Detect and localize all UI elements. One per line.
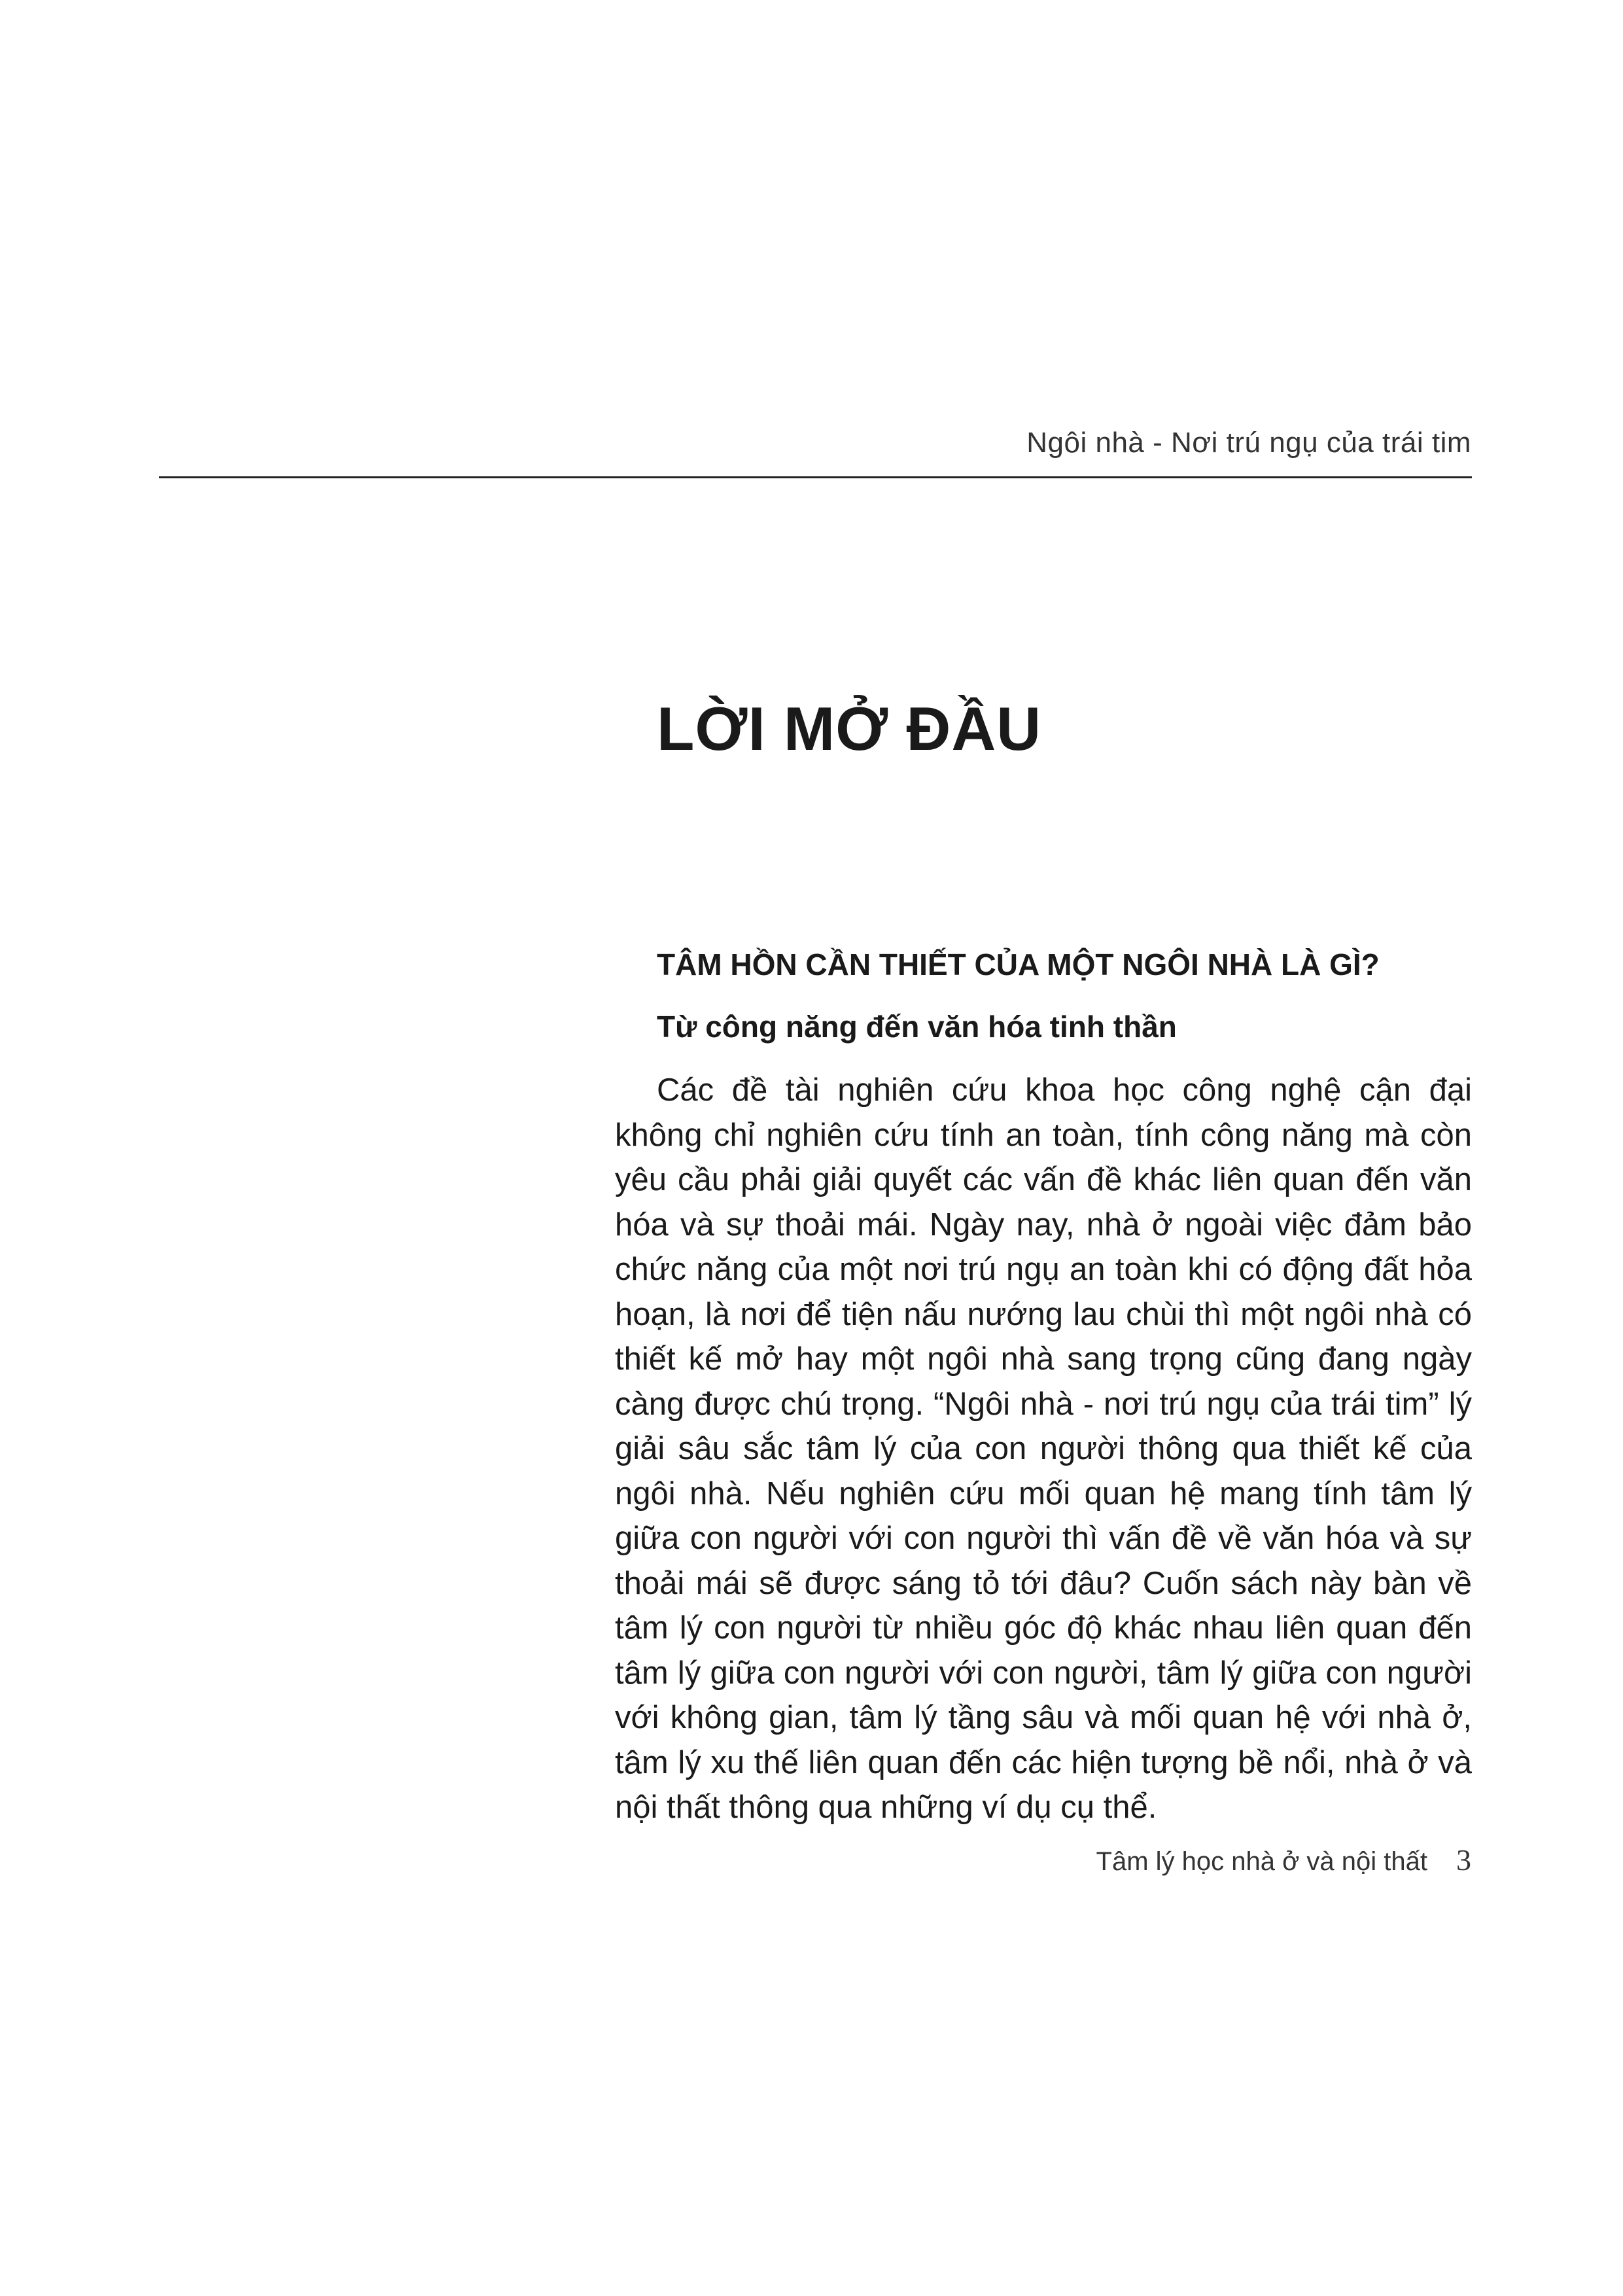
page-number: 3 — [1456, 1843, 1471, 1877]
header-divider — [159, 476, 1472, 478]
body-paragraph: Các đề tài nghiên cứu khoa học công nghệ cận đại không chỉ nghiên cứu tính an toàn, tính công năng mà còn yêu cầu phải giải quyết các vấn đề khác liên quan đến văn hóa và sự thoải mái. Ngày nay, nhà ở ngoài việc đảm bảo chức năng của một nơi trú ngụ an toàn khi có động đất hỏa hoạn, là nơi để tiện nấu nướng lau chùi thì một ngôi nhà có thiết kế mở hay một ngôi nhà sang trọng cũng đang ngày càng được chú trọng. “Ngôi nhà - nơi trú ngụ của trái tim” lý giải sâu sắc tâm lý của con người thông qua thiết kế của ngôi nhà. Nếu nghiên cứu mối quan hệ mang tính tâm lý giữa con người với con người thì vấn đề về văn hóa và sự thoải mái sẽ được sáng tỏ tới đâu? Cuốn sách này bàn về tâm lý con người từ nhiều góc độ khác nhau liên quan đến tâm lý giữa con người với con người, tâm lý giữa con người với không gian, tâm lý tầng sâu và mối quan hệ với nhà ở, tâm lý xu thế liên quan đến các hiện tượng bề nổi, nhà ở và nội thất thông qua những ví dụ cụ thể. — [615, 1072, 1472, 1825]
section-heading: TÂM HỒN CẦN THIẾT CỦA MỘT NGÔI NHÀ LÀ GÌ? — [657, 947, 1380, 981]
footer-book-title: Tâm lý học nhà ở và nội thất — [1096, 1847, 1427, 1876]
running-header: Ngôi nhà - Nơi trú ngụ của trái tim — [1026, 427, 1471, 459]
chapter-title: LỜI MỞ ĐẦU — [657, 694, 1042, 763]
section-subheading: Từ công năng đến văn hóa tinh thần — [657, 1010, 1177, 1044]
page-footer — [0, 1843, 1471, 1877]
